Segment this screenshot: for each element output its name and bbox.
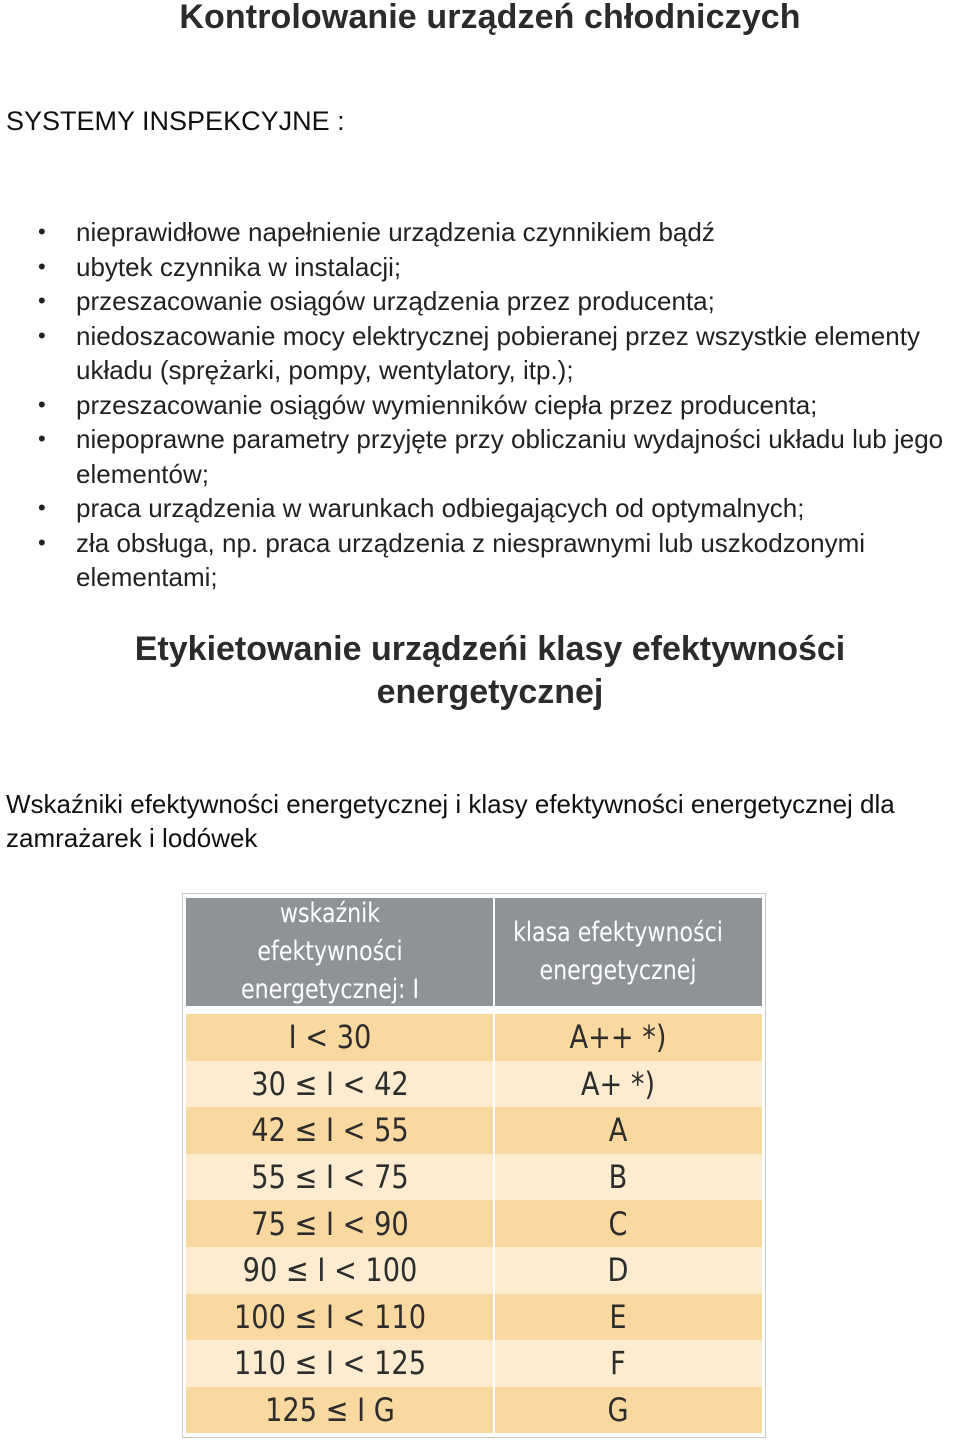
table-row (186, 1014, 762, 1061)
table-row (186, 1200, 762, 1247)
list-item (0, 215, 960, 250)
table-row (186, 1247, 762, 1294)
table-row (186, 1107, 762, 1154)
page-title: Kontrolowanie urządzeń chłodniczych (179, 0, 801, 36)
list-item-text: przeszacowanie osiągów urządzenia przez producenta; (76, 286, 715, 316)
index-cell: 55 ≤ I < 75 (251, 1158, 409, 1197)
list-item (0, 284, 960, 319)
table-row (186, 1340, 762, 1387)
class-cell: B (608, 1158, 628, 1197)
list-item-text: przeszacowanie osiągów wymienników ciepła przez producenta; (76, 389, 818, 420)
class-cell: A (608, 1111, 628, 1150)
class-cell: D (607, 1251, 629, 1290)
header-cell-index: wskaźnik efektywności energetycznej: I (240, 898, 420, 1005)
list-item (0, 491, 960, 526)
index-cell: 110 ≤ I < 125 (233, 1344, 427, 1383)
bullet-icon: • (38, 219, 46, 244)
list-item (0, 388, 960, 423)
list-item-text: nieprawidłowe napełnienie urządzenia czynnikiem bądź (76, 217, 715, 247)
list-item-text: praca urządzenia w warunkach odbiegających od optymalnych; (76, 493, 805, 523)
table-row (186, 1061, 762, 1108)
table-row (186, 1154, 762, 1201)
list-item (0, 422, 960, 491)
section-label: SYSTEMY INSPEKCYJNE : (6, 106, 345, 136)
index-cell: 30 ≤ I < 42 (251, 1064, 409, 1103)
class-cell: G (607, 1391, 629, 1430)
bullet-icon: • (38, 495, 46, 520)
list-item-text: ubytek czynnika w instalacji; (76, 251, 402, 282)
bullet-list (0, 215, 960, 595)
bullet-icon: • (38, 288, 46, 313)
intro-text: Wskaźniki efektywności energetycznej i klasy efektywności energetycznej dla zamrażarek i lodówek (6, 789, 895, 853)
index-cell: 42 ≤ I < 55 (251, 1111, 409, 1150)
table-row (186, 1387, 762, 1434)
list-item-text: niepoprawne parametry przyjęte przy obliczaniu wydajności układu lub jego elementów; (76, 424, 944, 489)
table-row (186, 1294, 762, 1341)
table-body (186, 1014, 762, 1434)
index-cell: 125 ≤ I G (265, 1391, 395, 1430)
list-item (0, 250, 960, 285)
class-cell: E (609, 1297, 627, 1336)
list-item-text: niedoszacowanie mocy elektrycznej pobieranej przez wszystkie elementy układu (sprężarki, pompy, wentylatory, itp.); (76, 320, 920, 385)
table-header (186, 898, 762, 1006)
class-cell: F (610, 1344, 626, 1383)
class-cell: A+ *) (580, 1064, 656, 1103)
index-cell: 75 ≤ I < 90 (251, 1204, 409, 1243)
index-cell: 90 ≤ I < 100 (242, 1251, 418, 1290)
section-heading: Etykietowanie urządzeńi klasy efektywności energetycznej (134, 630, 846, 711)
bullet-icon: • (38, 322, 46, 348)
list-item (0, 319, 960, 388)
column-divider (493, 894, 495, 1437)
bullet-icon: • (38, 529, 46, 555)
bullet-icon: • (38, 391, 46, 417)
bullet-icon: • (38, 253, 46, 279)
efficiency-table (182, 893, 766, 1438)
class-cell: C (608, 1204, 628, 1243)
bullet-icon: • (38, 426, 46, 451)
list-item (0, 526, 960, 595)
index-cell: 100 ≤ I < 110 (233, 1297, 427, 1336)
index-cell: I < 30 (288, 1018, 372, 1057)
class-cell: A++ *) (569, 1018, 667, 1057)
list-item-text: zła obsługa, np. praca urządzenia z niesprawnymi lub uszkodzonymi elementami; (76, 527, 866, 592)
header-cell-class: klasa efektywności energetycznej (513, 917, 723, 986)
